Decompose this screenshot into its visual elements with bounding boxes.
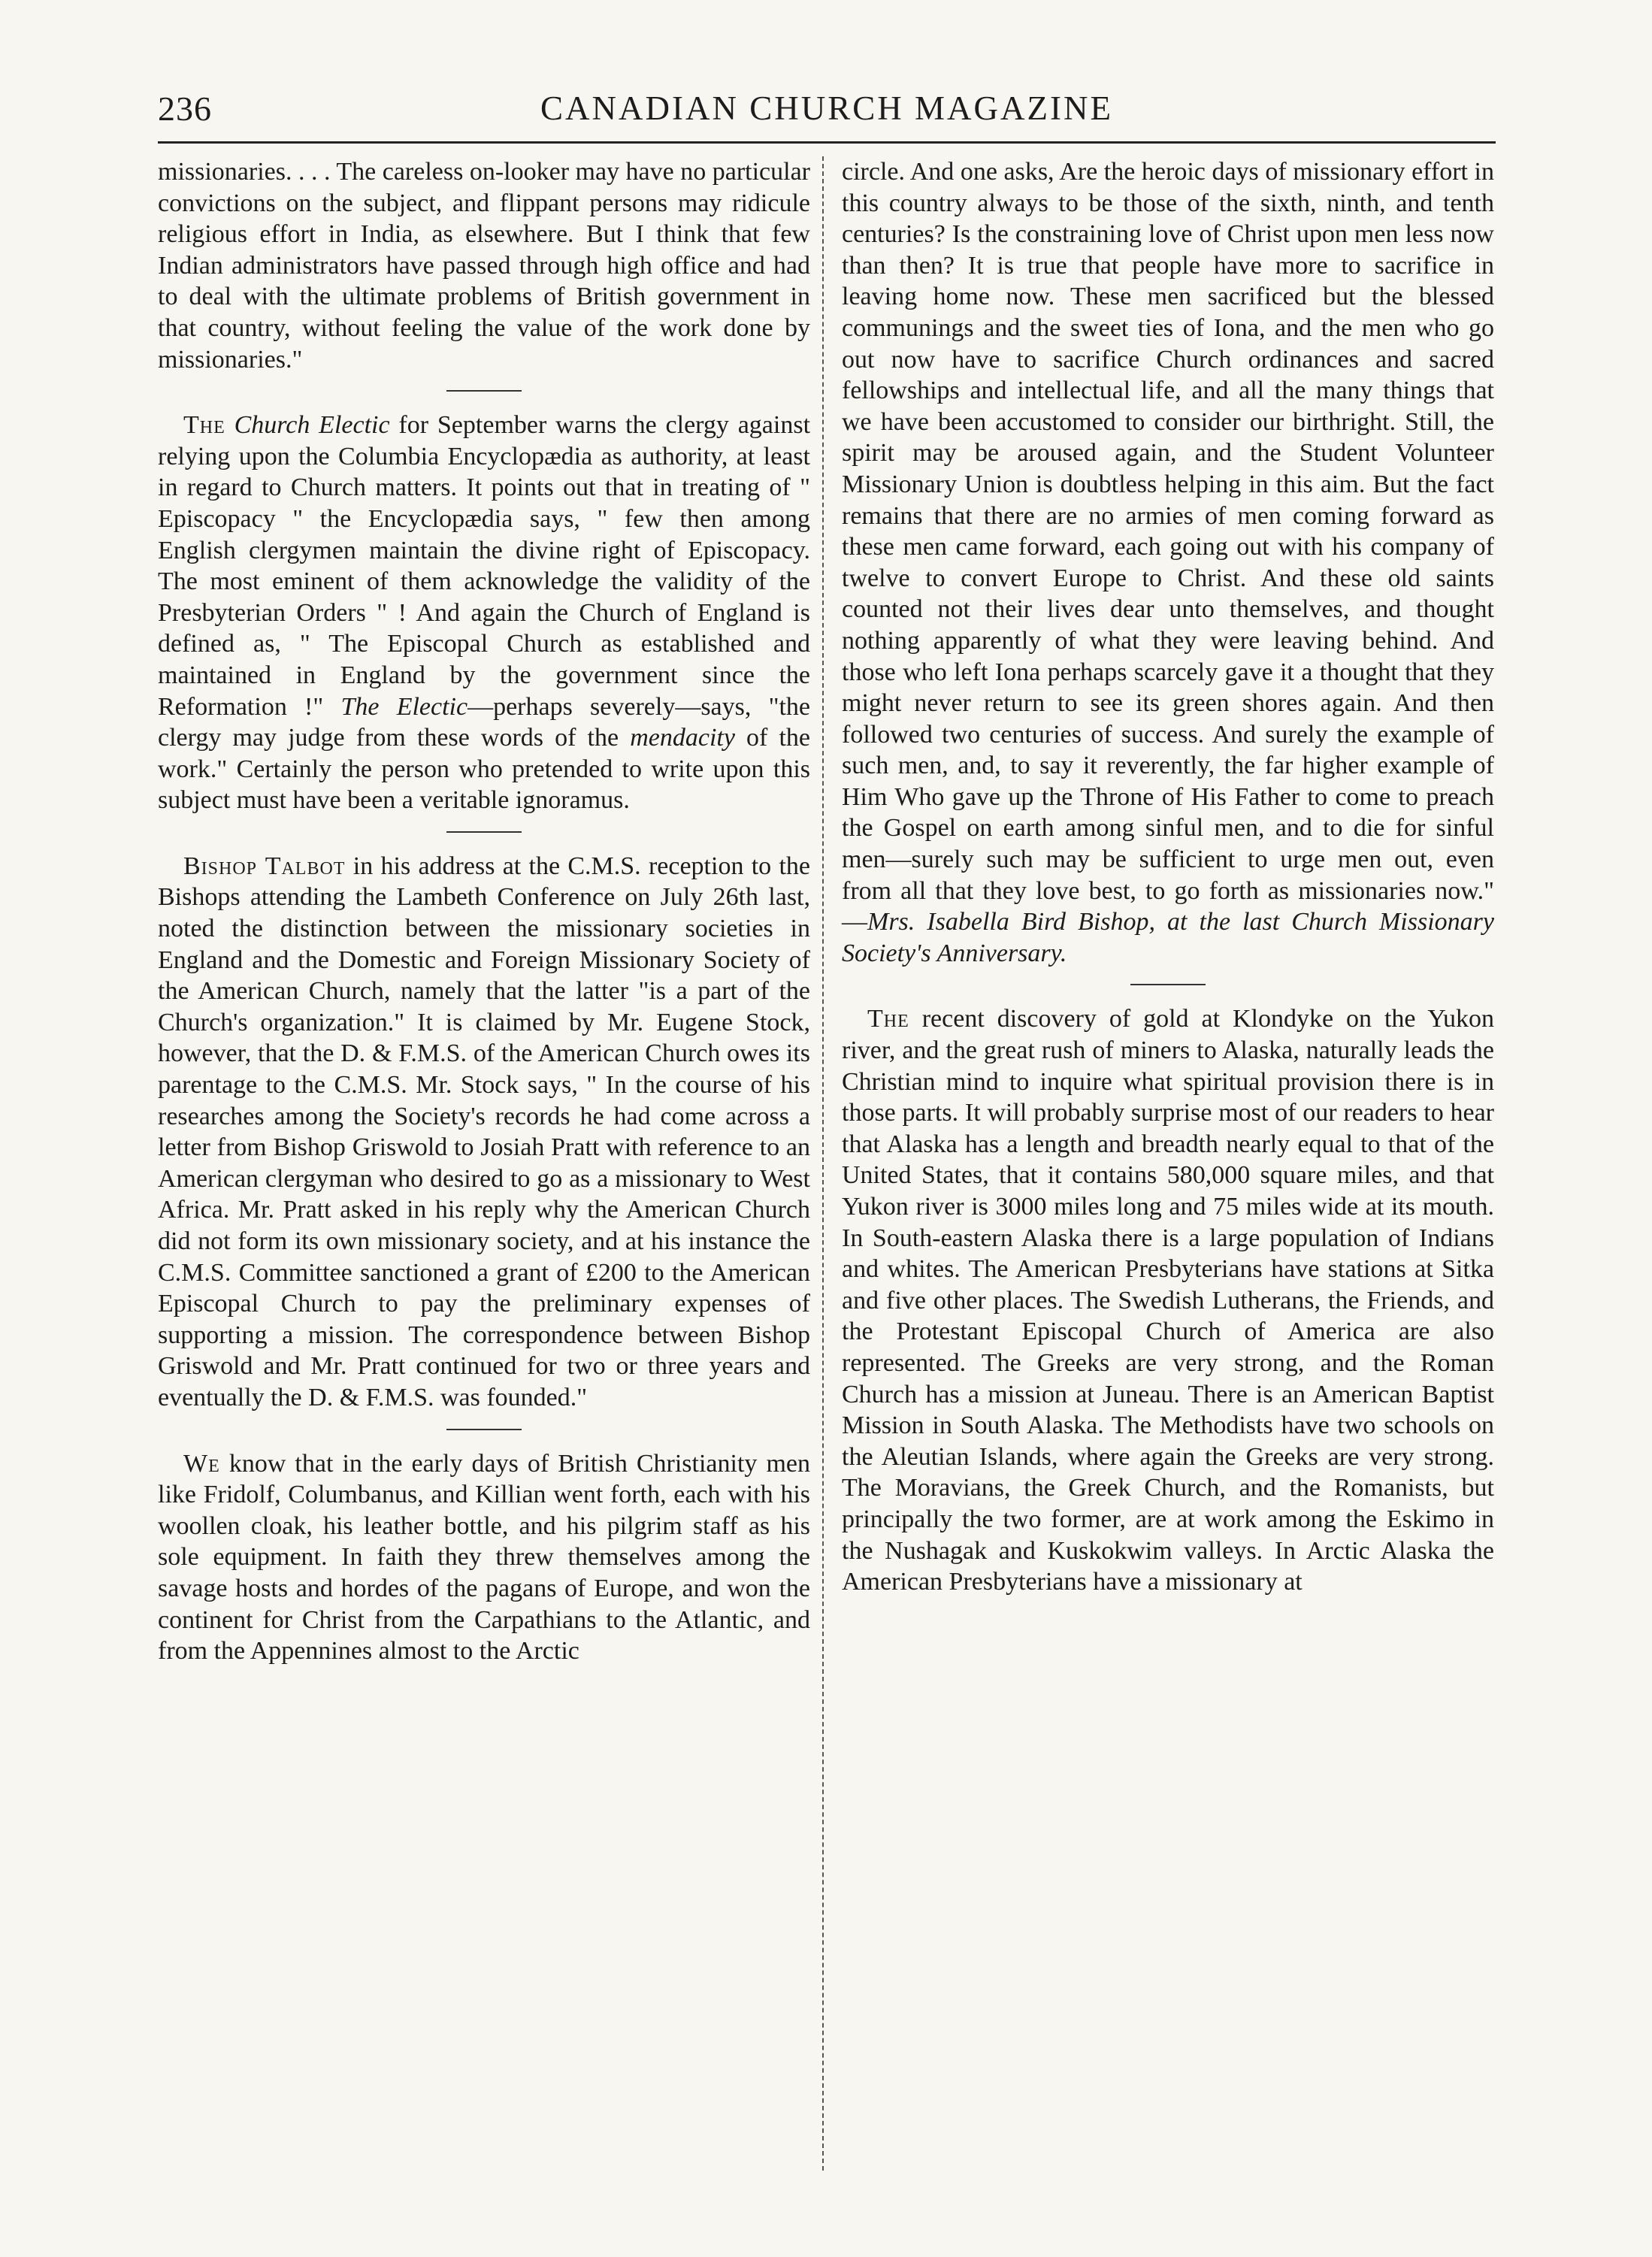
running-title: CANADIAN CHURCH MAGAZINE: [540, 89, 1113, 127]
page-header: [158, 89, 1496, 141]
article-church-electic: The Church Electic for September warns the clergy against relying upon the Columbia Encyclopædia as authority, at least in regard to Church matters. It points out that in treating of " Episcopacy " the Encyclopædia says, " few then among English clergymen maintain the divine right of Episcopacy. The most eminent of them acknowledge the validity of the Presbyterian Orders " ! And again the Church of England is defined as, " The Episcopal Church as established and maintained in England by the government since the Reformation !" The Electic—perhaps severely—says, "the clergy may judge from these words of the mendacity of the work." Certainly the person who pretended to write upon this subject must have been a veritable ignoramus.: [158, 411, 811, 815]
column-divider: [822, 156, 824, 2171]
page-number: 236: [158, 89, 212, 128]
section-separator: [1130, 984, 1206, 985]
section-separator: [446, 1429, 522, 1430]
article-bishop-talbot: Bishop Talbot in his address at the C.M.S. reception to the Bishops attending the Lambeth Conference on July 26th last, noted the distinction between the missionary societies in England and the Domestic and Foreign Missionary Society of the American Church, namely that the latter "is a part of the Church's organization." It is claimed by Mr. Eugene Stock, however, that the D. & F.M.S. of the American Church owes its parentage to the C.M.S. Mr. Stock says, " In the course of his researches among the Society's records he had come across a letter from Bishop Griswold to Josiah Pratt with reference to an American clergyman who desired to go as a missionary to West Africa. Mr. Pratt asked in his reply why the American Church did not form its own missionary society, and at his instance the C.M.S. Committee sanctioned a grant of £200 to the American Episcopal Church to pay the preliminary expenses of supporting a mission. The correspondence between Bishop Griswold and Mr. Pratt continued for two or three years and eventually the D. & F.M.S. was founded.": [158, 852, 810, 1411]
article-early-missionaries: We know that in the early days of British Christianity men like Fridolf, Columbanus, and Killian went forth, each with his woollen cloak, his leather bottle, and his pilgrim staff as his sole equipment. In faith they threw themselves among the savage hosts and hordes of the pagans of Europe, and won the continent for Christ from the Carpathians to the Atlantic, and from the Appennines almost to the Arctic: [158, 1449, 810, 1666]
header-rule: [158, 141, 1496, 144]
section-separator: [446, 390, 522, 392]
article-continuation: missionaries. . . . The careless on-looker may have no particular convictions on the subject, and flippant persons may ridicule religious effort in India, as elsewhere. But I think that few Indian administrators have passed through high office and had to deal with the ultimate problems of British government in that country, without feeling the value of the work done by missionaries.": [158, 158, 810, 374]
right-column: [842, 156, 1494, 1598]
article-klondyke: The recent discovery of gold at Klondyke on the Yukon river, and the great rush of miners to Alaska, naturally leads the Christian mind to inquire what spiritual provision there is in those parts. It will probably surprise most of our readers to hear that Alaska has a length and breadth nearly equal to that of the United States, that it contains 580,000 square miles, and that Yukon river is 3000 miles long and 75 miles wide at its mouth. In South-eastern Alaska there is a large population of Indians and whites. The American Presbyterians have stations at Sitka and five other places. The Swedish Lutherans, the Friends, and the Protestant Episcopal Church of America are also represented. The Greeks are very strong, and the Roman Church has a mission at Juneau. There is an American Baptist Mission in South Alaska. The Methodists have two schools on the Aleutian Islands, where again the Greeks are very strong. The Moravians, the Greek Church, and the Romanists, but principally the two former, are at work among the Eskimo in the Nushagak and Kuskokwim valleys. In Arctic Alaska the American Presbyterians have a missionary at: [842, 1005, 1494, 1596]
section-separator: [446, 831, 522, 833]
left-column: [158, 156, 810, 1667]
article-continuation-bishop: circle. And one asks, Are the heroic days of missionary effort in this country always to be those of the sixth, ninth, and tenth centuries? Is the constraining love of Christ upon men less now than then? It is true that people have more to sacrifice in leaving home now. These men sacrificed but the blessed communings and the sweet ties of Iona, and the men who go out now have to sacrifice Church ordinances and sacred fellowships and intellectual life, and all the many things that we have been accustomed to consider our birthright. Still, the spirit may be aroused again, and the Student Volunteer Missionary Union is doubtless helping in this aim. But the fact remains that there are no armies of men coming forward as these men came forward, each going out with his company of twelve to convert Europe to Christ. And these old saints counted not their lives dear unto themselves, and thought nothing apparently of what they were leaving behind. And those who left Iona perhaps scarcely gave it a thought that they might never return to see its green shores again. And then followed two centuries of success. And surely the example of such men, and, to say it reverently, the far higher example of Him Who gave up the Throne of His Father to come to preach the Gospel on earth among sinful men, and to die for sinful men—surely such may be sufficient to urge men out, even from all that they love best, to go forth as missionaries now." —Mrs. Isabella Bird Bishop, at the last Church Missionary Society's Anniversary.: [842, 158, 1494, 967]
